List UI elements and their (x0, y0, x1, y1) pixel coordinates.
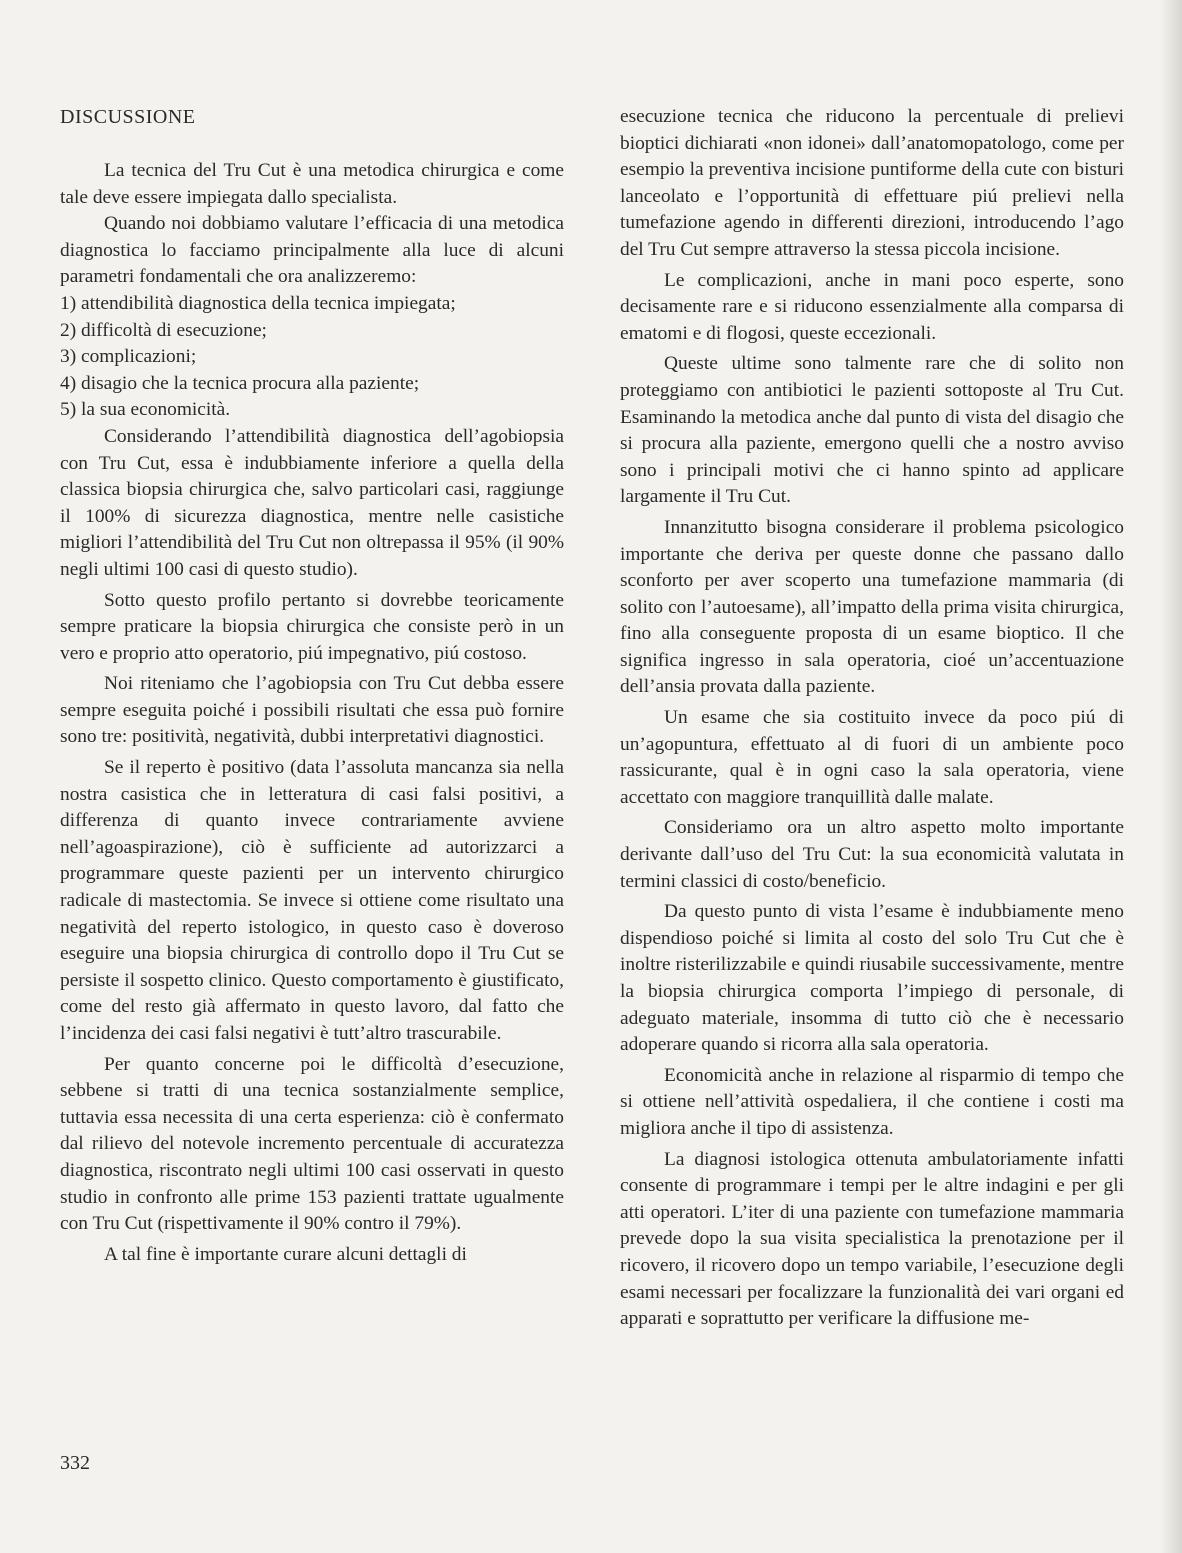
paragraph: La diagnosi istologica ottenuta ambulatoriamente infatti consente di programmare i tempi per le altre indagini e per gli atti operatori. L’iter di una paziente con tumefazione mammaria prevede dopo la sua visita specialistica la prenotazione per il ricovero, il ricovero dopo un tempo variabile, l’esecuzione degli esami necessari per focalizzare la funzionalità dei vari organi ed apparati e soprattutto per verificare la diffusione me- (620, 1148, 1124, 1330)
page-number: 332 (60, 1452, 90, 1474)
list-item: 4) disagio che la tecnica procura alla paziente; (60, 372, 420, 394)
paragraph: Innanzitutto bisogna considerare il problema psicologico importante che deriva per queste donne che passano dallo sconforto per aver scoperto una tumefazione mammaria (di solito con l’autoesame), all’impatto della prima visita chirurgica, fino alla conseguente proposta di un esame bioptico. Il che significa ingresso in sala operatoria, cioé un’accentuazione dell’ansia provata dalla paziente. (620, 516, 1124, 698)
list-item: 2) difficoltà di esecuzione; (60, 319, 267, 341)
paragraph: Un esame che sia costituito invece da poco piú di un’agopuntura, effettuato al di fuori di un ambiente poco rassicurante, qual è in ogni caso la sala operatoria, viene accettato con maggiore tranquillità dalle malate. (620, 707, 1124, 808)
paragraph: Le complicazioni, anche in mani poco esperte, sono decisamente rare e si riducono essenzialmente alla comparsa di ematomi e di flogosi, queste eccezionali. (620, 269, 1124, 344)
paragraph: Considerando l’attendibilità diagnostica dell’agobiopsia con Tru Cut, essa è indubbiamente inferiore a quella della classica biopsia chirurgica che, salvo particolari casi, raggiunge il 100% di sicurezza diagnostica, mentre nelle casistiche migliori l’attendibilità del Tru Cut non oltrepassa il 95% (il 90% negli ultimi 100 casi di questo studio). (60, 425, 564, 580)
paragraph: Queste ultime sono talmente rare che di solito non proteggiamo con antibiotici le pazienti sottoposte al Tru Cut. Esaminando la metodica anche dal punto di vista del disagio che si procura alla paziente, emergono quelli che a nostro avviso sono i principali motivi che ci hanno spinto ad applicare largamente il Tru Cut. (620, 353, 1124, 508)
paragraph: Se il reperto è positivo (data l’assoluta mancanza sia nella nostra casistica che in letteratura di casi falsi positivi, a differenza di quanto invece contrariamente avviene nell’agoaspirazione), ciò è sufficiente ad autorizzarci a programmare queste pazienti per un intervento chirurgico radicale di mastectomia. Se invece si ottiene come risultato una negatività del reperto istologico, in questo caso è doveroso eseguire una biopsia chirurgica di controllo dopo il Tru Cut se persiste il sospetto clinico. Questo comportamento è giustificato, come del resto già affermato in questo lavoro, dal fatto che l’incidenza dei casi falsi negativi è tutt’altro trascurabile. (60, 757, 564, 1044)
paragraph: Da questo punto di vista l’esame è indubbiamente meno dispendioso poiché si limita al costo del solo Tru Cut che è inoltre risterilizzabile e quindi riusabile successivamente, mentre la biopsia chirurgica comporta l’impiego di personale, di adeguato materiale, insomma di tutto ciò che è necessario adoperare quando si ricorra alla sala operatoria. (620, 901, 1124, 1056)
page-edge-shadow (1160, 0, 1182, 1553)
section-heading: DISCUSSIONE (60, 106, 196, 128)
criteria-list (60, 291, 564, 424)
list-item: 3) complicazioni; (60, 346, 197, 368)
paragraph: Quando noi dobbiamo valutare l’efficacia di una metodica diagnostica lo facciamo principalmente alla luce di alcuni parametri fondamentali che ora analizzeremo: (60, 213, 564, 288)
right-column (620, 104, 1124, 1333)
paragraph: esecuzione tecnica che riducono la percentuale di prelievi bioptici dichiarati «non idonei» dall’anatomopatologo, come per esempio la preventiva incisione puntiforme della cute con bisturi lanceolato e l’opportunità di effettuare piú prelievi nella tumefazione agendo in differenti direzioni, introducendo l’ago del Tru Cut sempre attraverso la stessa piccola incisione. (620, 106, 1124, 260)
left-column (60, 104, 564, 1268)
paragraph: Noi riteniamo che l’agobiopsia con Tru Cut debba essere sempre eseguita poiché i possibili risultati che essa può fornire sono tre: positività, negatività, dubbi interpretativi diagnostici. (60, 673, 564, 748)
list-item: 1) attendibilità diagnostica della tecnica impiegata; (60, 292, 456, 314)
paragraph: A tal fine è importante curare alcuni dettagli di (104, 1243, 467, 1265)
paragraph: Economicità anche in relazione al risparmio di tempo che si ottiene nell’attività ospedaliera, il che contiene i costi ma migliora anche il tipo di assistenza. (620, 1064, 1124, 1139)
paragraph: Sotto questo profilo pertanto si dovrebbe teoricamente sempre praticare la biopsia chirurgica che consiste però in un vero e proprio atto operatorio, piú impegnativo, piú costoso. (60, 589, 564, 664)
paragraph: Per quanto concerne poi le difficoltà d’esecuzione, sebbene si tratti di una tecnica sostanzialmente semplice, tuttavia essa necessita di una certa esperienza: ciò è confermato dal rilievo del notevole incremento percentuale di accuratezza diagnostica, riscontrato negli ultimi 100 casi osservati in questo studio in confronto alle prime 153 pazienti trattate ugualmente con Tru Cut (rispettivamente il 90% contro il 79%). (60, 1053, 564, 1235)
paragraph: La tecnica del Tru Cut è una metodica chirurgica e come tale deve essere impiegata dallo specialista. (60, 160, 564, 208)
paragraph: Consideriamo ora un altro aspetto molto importante derivante dall’uso del Tru Cut: la sua economicità valutata in termini classici di costo/beneficio. (620, 817, 1124, 892)
list-item: 5) la sua economicità. (60, 399, 231, 421)
